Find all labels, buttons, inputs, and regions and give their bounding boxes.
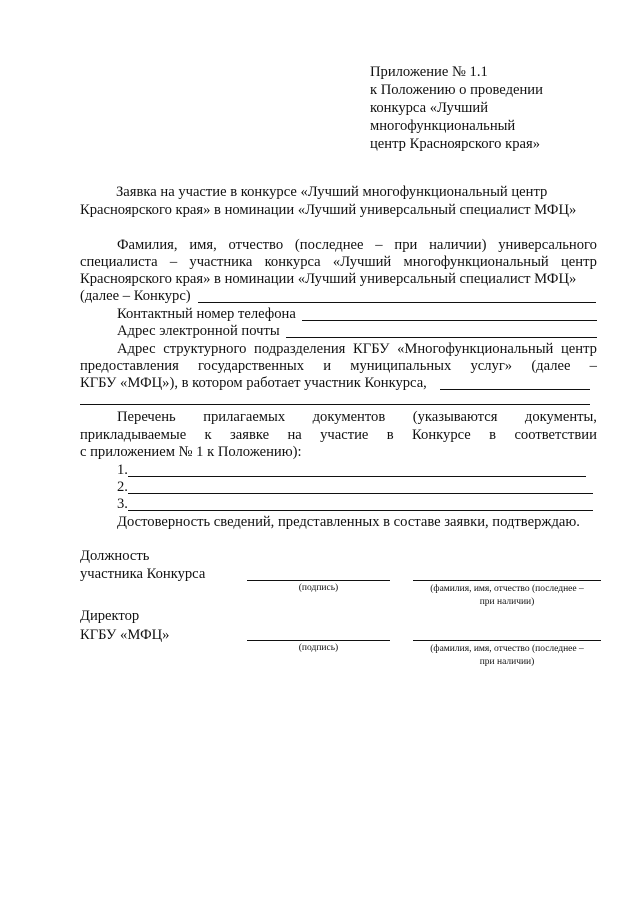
sig1-sign-line[interactable] (247, 580, 390, 581)
address-input-line-2[interactable] (80, 404, 590, 405)
address-input-line[interactable] (440, 389, 590, 390)
fio-input-line[interactable] (198, 302, 596, 303)
sig2-label-1: Директор (80, 608, 140, 624)
sig2-name-caption-1: (фамилия, имя, отчество (последнее – (430, 644, 584, 654)
sig1-label-2: участника Конкурса (80, 566, 206, 582)
docs-line-3: с приложением № 1 к Положению): (80, 444, 302, 460)
docs-line-2: прикладываемые к заявке на участие в Конкурсе в соответствии (80, 427, 597, 443)
sig1-name-caption-1: (фамилия, имя, отчество (последнее – (430, 584, 584, 594)
fio-line-1: Фамилия, имя, отчество (последнее – при наличии) универсального (117, 237, 597, 253)
sig2-label-2: КГБУ «МФЦ» (80, 627, 170, 643)
address-line-2: предоставления государственных и муниципальных услуг» (далее – (80, 358, 597, 374)
sig1-name-line[interactable] (413, 580, 601, 581)
sig2-sign-line[interactable] (247, 640, 390, 641)
sig2-name-caption-2: при наличии) (479, 657, 535, 667)
sig1-sign-caption: (подпись) (298, 583, 339, 593)
doc-item-3-number: 3. (117, 496, 128, 512)
doc-item-1-input-line[interactable] (128, 476, 586, 477)
title-line-1: Заявка на участие в конкурсе «Лучший многофункциональный центр (116, 184, 548, 200)
appendix-line-4: многофункциональный (370, 118, 516, 134)
phone-label: Контактный номер телефона (117, 306, 296, 322)
sig1-name-caption-2: при наличии) (479, 597, 535, 607)
docs-line-1: Перечень прилагаемых документов (указываются документы, (117, 409, 597, 425)
email-label: Адрес электронной почты (117, 323, 280, 339)
appendix-line-2: к Положению о проведении (370, 82, 543, 98)
appendix-line-1: Приложение № 1.1 (370, 64, 488, 80)
address-line-1: Адрес структурного подразделения КГБУ «Многофункциональный центр (117, 341, 597, 357)
address-line-3: КГБУ «МФЦ»), в котором работает участник Конкурса, (80, 375, 427, 391)
sig1-label-1: Должность (80, 548, 150, 564)
title-line-2: Красноярского края» в номинации «Лучший универсальный специалист МФЦ» (80, 202, 577, 218)
appendix-line-3: конкурса «Лучший (370, 100, 489, 116)
sig2-name-line[interactable] (413, 640, 601, 641)
sig2-sign-caption: (подпись) (298, 643, 339, 653)
email-input-line[interactable] (286, 337, 597, 338)
fio-line-2: специалиста – участника конкурса «Лучший многофункциональный центр (80, 254, 597, 270)
confirmation-text: Достоверность сведений, представленных в составе заявки, подтверждаю. (117, 514, 580, 530)
doc-item-3-input-line[interactable] (128, 510, 593, 511)
doc-item-1-number: 1. (117, 462, 128, 478)
doc-item-2-number: 2. (117, 479, 128, 495)
fio-line-3: Красноярского края» в номинации «Лучший универсальный специалист МФЦ» (80, 271, 577, 287)
fio-line-4: (далее – Конкурс) (80, 288, 191, 304)
appendix-line-5: центр Красноярского края» (370, 136, 540, 152)
doc-item-2-input-line[interactable] (128, 493, 593, 494)
phone-input-line[interactable] (302, 320, 597, 321)
